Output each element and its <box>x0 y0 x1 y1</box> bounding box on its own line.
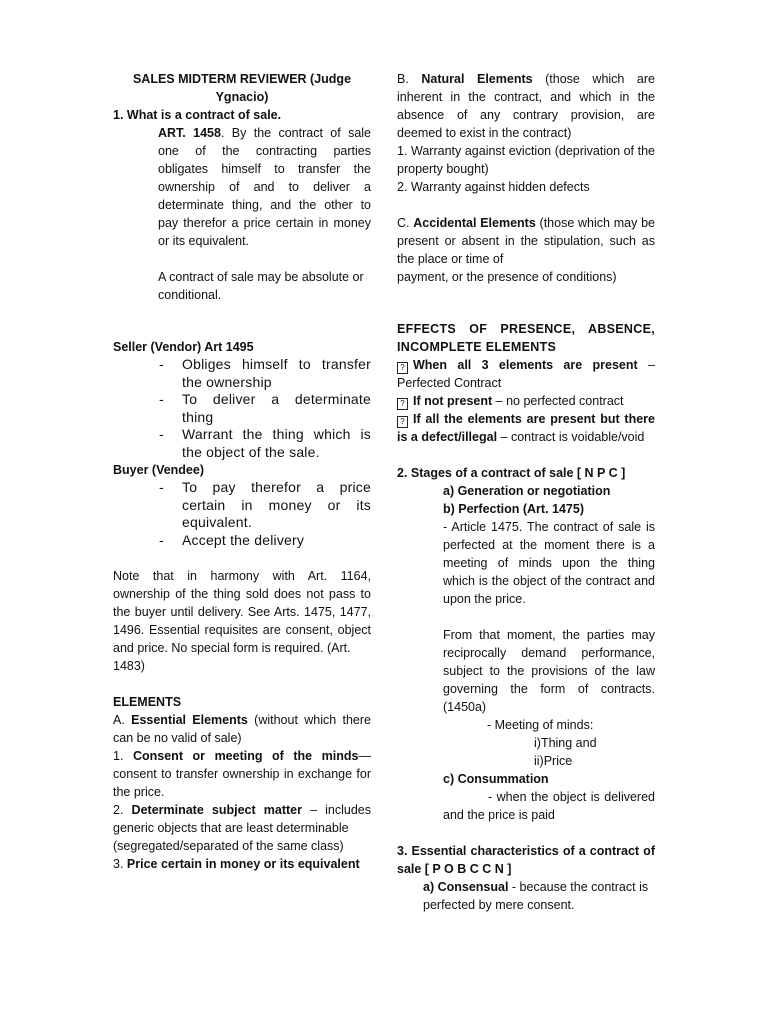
subject-matter-label: Determinate subject matter <box>131 803 302 817</box>
buyer-item: - Accept the delivery <box>159 531 305 548</box>
effect-all-present: ? When all 3 elements are present – Perfected Contract <box>397 358 655 390</box>
absolute-conditional-text: A contract of sale may be absolute or conditional. <box>158 270 364 302</box>
art-1458-text: . By the contract of sale one of the contracting parties obligates himself to transfer the ownership of and to deliver a determinate thing, and the other to pay therefor a price certain in money or its equivalent. <box>158 126 372 248</box>
price-label: Price certain in money or its equivalent <box>126 857 360 871</box>
accidental-elements-label: Accidental Elements <box>413 216 536 230</box>
seller-item: - To deliver a determinate thing <box>159 391 371 425</box>
dash-marker: - <box>159 479 164 495</box>
note-paragraph: Note that in harmony with Art. 1164, ownership of the thing sold does not pass to the buyer until delivery. See Arts. 1475, 1477, 1496. Essential requisites are consent, object and price. No special form is required. (Art. <box>113 569 371 655</box>
dash-marker: - <box>159 356 164 372</box>
stages-heading: 2. Stages of a contract of sale [ N P C ] <box>397 466 626 480</box>
right-column <box>397 70 655 914</box>
dash-marker: - <box>159 391 164 407</box>
elements-heading: ELEMENTS <box>113 695 182 709</box>
effect-defect: ? If all the elements are present but there is a defect/illegal – contract is voidable/void <box>397 412 655 444</box>
meeting-of-minds: - Meeting of minds: <box>487 718 594 732</box>
seller-heading: Seller (Vendor) Art 1495 <box>113 340 254 354</box>
natural-item-2: 2. Warranty against hidden defects <box>397 180 590 194</box>
price-item: ii)Price <box>534 754 573 768</box>
buyer-heading: Buyer (Vendee) <box>113 463 205 477</box>
left-column <box>113 70 371 873</box>
element-consent: 1. Consent or meeting of the minds— consent to transfer ownership in exchange for the price. <box>113 749 371 799</box>
essential-elements-label: Essential Elements <box>131 713 248 727</box>
natural-item-1: 1. Warranty against eviction (deprivation of the property bought) <box>397 144 655 176</box>
char-consensual: a) Consensual - because the contract is perfected by mere consent. <box>423 880 649 912</box>
from-that-moment: From that moment, the parties may reciprocally demand performance, subject to the provisions of the law governing the form of contracts. (1450a) <box>443 628 655 714</box>
dash-marker: - <box>159 426 164 442</box>
consummation-text: - when the object is delivered and the price is paid <box>443 790 655 822</box>
subject-matter-extra: (segregated/separated of the same class) <box>113 839 344 853</box>
note-end: 1483) <box>113 659 145 673</box>
element-subject-matter: 2. Determinate subject matter – includes generic objects that are least determinable <box>113 803 371 835</box>
effect-not-present: ? If not present – no perfected contract <box>397 392 655 410</box>
question-1-heading: 1. What is a contract of sale. <box>113 108 282 122</box>
art-1458-label: ART. 1458 <box>158 126 221 140</box>
document-title: SALES MIDTERM REVIEWER (Judge Ygnacio) <box>132 72 352 104</box>
effects-heading: EFFECTS OF PRESENCE, ABSENCE, INCOMPLETE ELEMENTS <box>397 322 655 354</box>
characteristics-heading: 3. Essential characteristics of a contract of sale [ P O B C C N ] <box>397 844 655 876</box>
art-1458-paragraph <box>158 124 371 250</box>
stage-consummation: c) Consummation <box>443 772 549 786</box>
natural-elements-label: Natural Elements <box>421 72 533 86</box>
stage-perfection: b) Perfection (Art. 1475) <box>443 502 585 516</box>
checkbox-icon: ? <box>397 362 408 374</box>
stage-generation: a) Generation or negotiation <box>443 484 611 498</box>
checkbox-icon: ? <box>397 416 408 428</box>
seller-item: - Obliges himself to transfer the ownership <box>159 356 371 390</box>
accidental-elements-cont: payment, or the presence of conditions) <box>397 270 617 284</box>
seller-item: - Warrant the thing which is the object of the sale. <box>159 426 371 460</box>
element-price: 3. Price certain in money or its equivalent <box>113 857 360 871</box>
buyer-item: - To pay therefor a price certain in money or its equivalent. <box>159 479 371 530</box>
thing-item: i)Thing and <box>534 736 597 750</box>
consent-label: Consent or meeting of the minds <box>132 749 359 763</box>
art-1475-text: - Article 1475. The contract of sale is perfected at the moment there is a meeting of minds upon the thing which is the object of the contract and upon the price. <box>443 520 655 606</box>
accidental-elements: C. Accidental Elements (those which may be present or absent in the stipulation, such as the place or time of <box>397 216 655 266</box>
natural-elements: B. Natural Elements (those which are inherent in the contract, and which in the absence of any contrary provision, are deemed to exist in the contract) <box>397 72 655 140</box>
essential-elements: A. Essential Elements (without which there can be no valid of sale) <box>113 713 371 745</box>
dash-marker: - <box>159 531 164 548</box>
checkbox-icon: ? <box>397 398 408 410</box>
